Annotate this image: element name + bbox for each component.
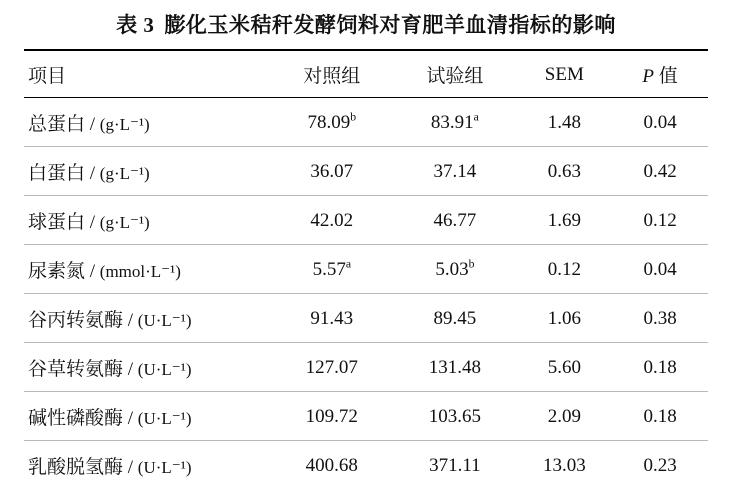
cell-sem — [516, 294, 612, 343]
cell-control-value: 109.72 — [306, 406, 358, 427]
item-label: 球蛋白 / — [28, 212, 95, 233]
cell-sem — [516, 245, 612, 294]
cell-sem-value: 1.69 — [548, 210, 581, 231]
table-row — [24, 343, 708, 392]
cell-sem — [516, 392, 612, 441]
cell-experiment — [393, 245, 516, 294]
item-label: 尿素氮 / — [28, 261, 95, 282]
cell-sem-value: 0.63 — [548, 161, 581, 182]
cell-experiment-value: 103.65 — [429, 406, 481, 427]
header-control-group: 对照组 — [270, 50, 393, 98]
cell-sem-value: 2.09 — [548, 406, 581, 427]
cell-experiment — [393, 98, 516, 147]
header-p-value — [612, 50, 708, 98]
cell-p — [612, 441, 708, 489]
cell-control — [270, 343, 393, 392]
cell-sem — [516, 343, 612, 392]
cell-p-value: 0.18 — [643, 357, 676, 378]
cell-control-value: 5.57 — [313, 259, 346, 280]
cell-sem — [516, 196, 612, 245]
item-unit: (g·L⁻¹) — [100, 115, 150, 134]
cell-experiment-value: 37.14 — [434, 161, 477, 182]
cell-p — [612, 147, 708, 196]
cell-experiment — [393, 147, 516, 196]
cell-control-value: 36.07 — [310, 161, 353, 182]
cell-experiment — [393, 343, 516, 392]
cell-item-name — [24, 196, 270, 245]
header-p-italic: P — [642, 66, 654, 87]
cell-p-value: 0.23 — [643, 455, 676, 476]
header-sem: SEM — [516, 50, 612, 98]
item-label: 碱性磷酸酶 / — [28, 408, 133, 429]
item-label: 白蛋白 / — [28, 163, 95, 184]
cell-sem — [516, 441, 612, 489]
header-item: 项目 — [24, 50, 270, 98]
cell-sem — [516, 147, 612, 196]
table-body — [24, 98, 708, 489]
cell-sem-value: 13.03 — [543, 455, 586, 476]
cell-p — [612, 196, 708, 245]
cell-p-value: 0.42 — [643, 161, 676, 182]
table-row — [24, 245, 708, 294]
cell-item-name — [24, 147, 270, 196]
caption-text: 膨化玉米秸秆发酵饲料对育肥羊血清指标的影响 — [164, 13, 616, 37]
table-row — [24, 294, 708, 343]
cell-control-value: 42.02 — [310, 210, 353, 231]
table-header-row — [24, 50, 708, 98]
cell-p-value: 0.18 — [643, 406, 676, 427]
cell-sem-value: 1.06 — [548, 308, 581, 329]
cell-experiment-superscript: a — [474, 110, 479, 123]
item-unit: (mmol·L⁻¹) — [100, 262, 181, 281]
cell-control-value: 127.07 — [306, 357, 358, 378]
cell-p — [612, 343, 708, 392]
item-unit: (U·L⁻¹) — [138, 360, 192, 379]
cell-experiment-value: 83.91 — [431, 112, 474, 133]
table-row — [24, 147, 708, 196]
cell-control-value: 400.68 — [306, 455, 358, 476]
cell-control — [270, 441, 393, 489]
cell-sem-value: 5.60 — [548, 357, 581, 378]
cell-control — [270, 98, 393, 147]
cell-sem — [516, 98, 612, 147]
item-label: 总蛋白 / — [28, 114, 95, 135]
cell-sem-value: 0.12 — [548, 259, 581, 280]
table-row — [24, 98, 708, 147]
item-unit: (U·L⁻¹) — [138, 458, 192, 477]
header-experiment-group: 试验组 — [393, 50, 516, 98]
item-unit: (U·L⁻¹) — [138, 409, 192, 428]
cell-control-superscript: a — [346, 257, 351, 270]
item-label: 谷丙转氨酶 / — [28, 310, 133, 331]
cell-experiment-value: 371.11 — [429, 455, 481, 476]
cell-item-name — [24, 294, 270, 343]
cell-experiment-value: 89.45 — [434, 308, 477, 329]
cell-p — [612, 294, 708, 343]
cell-control-value: 78.09 — [307, 112, 350, 133]
cell-item-name — [24, 441, 270, 489]
cell-p-value: 0.04 — [643, 112, 676, 133]
cell-item-name — [24, 245, 270, 294]
table-caption — [24, 0, 708, 49]
cell-p-value: 0.38 — [643, 308, 676, 329]
table-row — [24, 441, 708, 489]
cell-item-name — [24, 392, 270, 441]
cell-p-value: 0.04 — [643, 259, 676, 280]
cell-control-superscript: b — [350, 110, 356, 123]
serum-index-table — [24, 49, 708, 489]
cell-control-value: 91.43 — [310, 308, 353, 329]
cell-item-name — [24, 343, 270, 392]
cell-experiment-value: 46.77 — [434, 210, 477, 231]
item-unit: (g·L⁻¹) — [100, 164, 150, 183]
cell-item-name — [24, 98, 270, 147]
table-row — [24, 392, 708, 441]
cell-experiment — [393, 441, 516, 489]
cell-experiment-superscript: b — [469, 257, 475, 270]
cell-experiment-value: 131.48 — [429, 357, 481, 378]
table-head — [24, 50, 708, 98]
cell-p — [612, 245, 708, 294]
item-unit: (g·L⁻¹) — [100, 213, 150, 232]
cell-control — [270, 245, 393, 294]
cell-experiment-value: 5.03 — [435, 259, 468, 280]
cell-control — [270, 294, 393, 343]
cell-sem-value: 1.48 — [548, 112, 581, 133]
table-row — [24, 196, 708, 245]
cell-p-value: 0.12 — [643, 210, 676, 231]
header-p-rest: 值 — [654, 66, 678, 87]
item-unit: (U·L⁻¹) — [138, 311, 192, 330]
cell-control — [270, 196, 393, 245]
cell-p — [612, 392, 708, 441]
cell-experiment — [393, 196, 516, 245]
cell-experiment — [393, 294, 516, 343]
item-label: 乳酸脱氢酶 / — [28, 457, 133, 478]
cell-p — [612, 98, 708, 147]
cell-control — [270, 392, 393, 441]
item-label: 谷草转氨酶 / — [28, 359, 133, 380]
cell-control — [270, 147, 393, 196]
caption-number: 表 3 — [116, 13, 154, 37]
cell-experiment — [393, 392, 516, 441]
